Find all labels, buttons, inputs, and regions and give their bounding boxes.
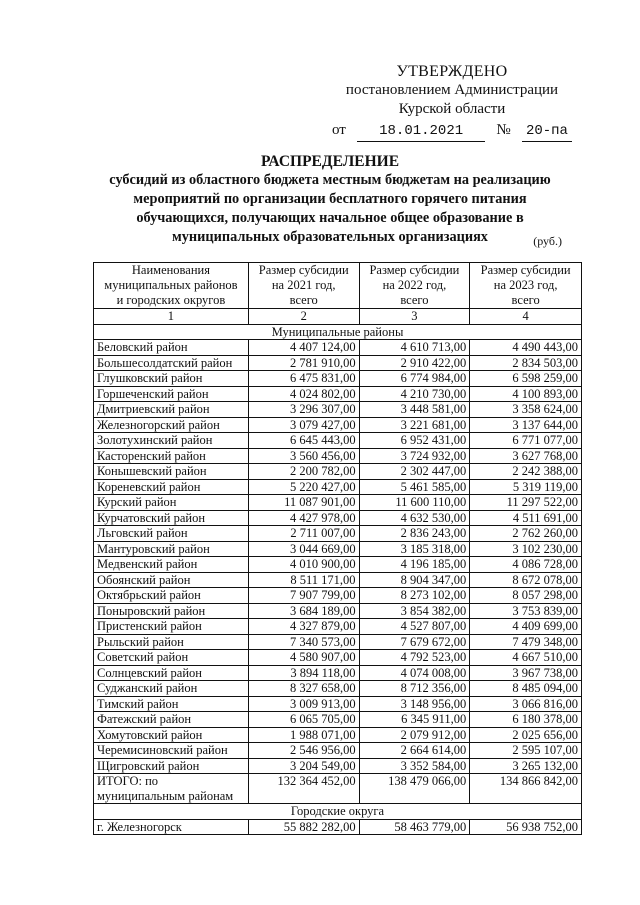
subsidy-value: 3 352 584,00 [359,758,470,774]
header-2021: Размер субсидии на 2021 год, всего [248,263,359,309]
table-row [94,464,582,480]
subsidy-value: 1 988 071,00 [248,727,359,743]
district-name: Щигровский район [94,758,249,774]
district-name: Льговский район [94,526,249,542]
subsidy-value: 4 024 802,00 [248,386,359,402]
subsidy-value: 6 345 911,00 [359,712,470,728]
title-heading: РАСПРЕДЕЛЕНИЕ [260,153,400,170]
district-name: Черемисиновский район [94,743,249,759]
subsidy-value: 4 667 510,00 [470,650,582,666]
district-name: г. Железногорск [94,819,249,835]
subsidy-value: 4 196 185,00 [359,557,470,573]
subsidy-value: 5 461 585,00 [359,479,470,495]
subsidy-value: 3 066 816,00 [470,696,582,712]
subsidy-value: 11 087 901,00 [248,495,359,511]
col-number: 3 [359,309,470,325]
subsidy-value: 4 327 879,00 [248,619,359,635]
subsidy-value: 2 025 656,00 [470,727,582,743]
subsidy-value: 3 448 581,00 [359,402,470,418]
order-number: 20-па [522,122,572,142]
total-label-line: ИТОГО: по [97,774,159,788]
subsidy-value: 3 684 189,00 [248,603,359,619]
subsidy-value: 56 938 752,00 [470,819,582,835]
subsidy-value: 3 079 427,00 [248,417,359,433]
table-row [94,681,582,697]
section-title: Муниципальные районы [94,324,582,340]
district-name: Тимский район [94,696,249,712]
table-row [94,386,582,402]
subsidy-value: 55 882 282,00 [248,819,359,835]
district-name: Обоянский район [94,572,249,588]
approval-title: УТВЕРЖДЕНО [396,63,508,80]
subsidy-value: 3 296 307,00 [248,402,359,418]
subsidy-value: 8 712 356,00 [359,681,470,697]
subsidy-value: 2 781 910,00 [248,355,359,371]
subsidy-value: 2 546 956,00 [248,743,359,759]
subsidy-value: 3 894 118,00 [248,665,359,681]
subsidy-value: 3 148 956,00 [359,696,470,712]
subsidy-value: 3 753 839,00 [470,603,582,619]
title-line-2: мероприятий по организации бесплатного горячего питания [133,191,527,207]
district-name: Поныровский район [94,603,249,619]
col-number: 4 [470,309,582,325]
subsidy-value: 4 632 530,00 [359,510,470,526]
subsidy-value: 7 679 672,00 [359,634,470,650]
district-name: Советский район [94,650,249,666]
table-row [94,619,582,635]
subsidy-value: 3 185 318,00 [359,541,470,557]
subsidy-value: 3 102 230,00 [470,541,582,557]
subsidy-value: 6 771 077,00 [470,433,582,449]
subsidy-value: 11 600 110,00 [359,495,470,511]
subsidy-value: 5 220 427,00 [248,479,359,495]
subsidy-value: 7 340 573,00 [248,634,359,650]
subsidy-value: 4 086 728,00 [470,557,582,573]
subsidy-value: 8 057 298,00 [470,588,582,604]
subsidy-value: 3 967 738,00 [470,665,582,681]
table-row [94,433,582,449]
district-name: Октябрьский район [94,588,249,604]
subsidy-value: 8 327 658,00 [248,681,359,697]
subsidy-value: 3 044 669,00 [248,541,359,557]
subsidy-table [93,262,582,835]
subsidy-value: 3 854 382,00 [359,603,470,619]
subsidy-value: 4 610 713,00 [359,340,470,356]
table-row [94,340,582,356]
subsidy-value: 3 358 624,00 [470,402,582,418]
table-row [94,819,582,835]
district-name: Солнцевский район [94,665,249,681]
subsidy-value: 6 645 443,00 [248,433,359,449]
table-row [94,712,582,728]
subsidy-value: 5 319 119,00 [470,479,582,495]
from-label: от [332,122,346,138]
subsidy-value: 4 580 907,00 [248,650,359,666]
subsidy-value: 7 907 799,00 [248,588,359,604]
table-row [94,743,582,759]
section-title: Городские округа [94,804,582,820]
col-number: 1 [94,309,249,325]
subsidy-value: 3 724 932,00 [359,448,470,464]
subsidy-value: 11 297 522,00 [470,495,582,511]
table-row [94,541,582,557]
order-date: 18.01.2021 [357,122,485,142]
district-name: Фатежский район [94,712,249,728]
subsidy-value: 2 836 243,00 [359,526,470,542]
district-name: Курчатовский район [94,510,249,526]
approval-block [332,62,572,142]
subsidy-value: 4 100 893,00 [470,386,582,402]
title-line-4: муниципальных образовательных организациях [172,229,488,245]
subsidy-value: 4 427 978,00 [248,510,359,526]
header-name: Наименования муниципальных районов и городских округов [94,263,249,309]
table-row [94,588,582,604]
total-row [94,774,582,804]
document-title [80,152,580,247]
subsidy-value: 8 672 078,00 [470,572,582,588]
subsidy-value: 2 910 422,00 [359,355,470,371]
table-row [94,758,582,774]
subsidy-value: 3 137 644,00 [470,417,582,433]
subsidy-value: 3 009 913,00 [248,696,359,712]
subsidy-value: 2 664 614,00 [359,743,470,759]
subsidy-value: 3 265 132,00 [470,758,582,774]
district-name: Суджанский район [94,681,249,697]
subsidy-value: 3 204 549,00 [248,758,359,774]
table-row [94,634,582,650]
table-row [94,448,582,464]
subsidy-value: 4 490 443,00 [470,340,582,356]
subsidy-value: 3 560 456,00 [248,448,359,464]
subsidy-value: 4 792 523,00 [359,650,470,666]
district-name: Пристенский район [94,619,249,635]
table-row [94,650,582,666]
section-row [94,324,582,340]
table-row [94,479,582,495]
subsidy-value: 8 511 171,00 [248,572,359,588]
subsidy-value: 3 627 768,00 [470,448,582,464]
subsidy-value: 2 595 107,00 [470,743,582,759]
subsidy-value: 8 904 347,00 [359,572,470,588]
subsidy-value: 2 200 782,00 [248,464,359,480]
subsidy-value: 4 074 008,00 [359,665,470,681]
total-value: 138 479 066,00 [359,774,470,804]
subsidy-value: 4 511 691,00 [470,510,582,526]
subsidy-value: 2 762 260,00 [470,526,582,542]
title-line-1: субсидий из областного бюджета местным бюджетам на реализацию [109,172,551,188]
table-row [94,510,582,526]
subsidy-value: 7 479 348,00 [470,634,582,650]
subsidy-value: 8 485 094,00 [470,681,582,697]
table-row [94,603,582,619]
district-name: Горшеченский район [94,386,249,402]
total-label-line: муниципальным районам [97,788,234,803]
subsidy-value: 2 302 447,00 [359,464,470,480]
approval-region: Курской области [398,101,506,117]
subsidy-value: 2 834 503,00 [470,355,582,371]
district-name: Касторенский район [94,448,249,464]
subsidy-value: 6 774 984,00 [359,371,470,387]
district-name: Медвенский район [94,557,249,573]
total-label [94,774,249,804]
table-header-row [94,263,582,309]
district-name: Хомутовский район [94,727,249,743]
column-number-row [94,309,582,325]
total-value: 132 364 452,00 [248,774,359,804]
table-row [94,696,582,712]
table-row [94,572,582,588]
col-number: 2 [248,309,359,325]
table-row [94,495,582,511]
unit-label: (руб.) [533,234,562,248]
table-row [94,417,582,433]
subsidy-value: 4 409 699,00 [470,619,582,635]
district-name: Кореневский район [94,479,249,495]
title-line-3: обучающихся, получающих начальное общее образование в [136,210,524,226]
subsidy-value: 4 527 807,00 [359,619,470,635]
header-2022: Размер субсидии на 2022 год, всего [359,263,470,309]
approval-order-line [332,121,572,142]
district-name: Дмитриевский район [94,402,249,418]
subsidy-value: 2 079 912,00 [359,727,470,743]
district-name: Мантуровский район [94,541,249,557]
table-row [94,526,582,542]
subsidy-value: 6 475 831,00 [248,371,359,387]
table-row [94,371,582,387]
district-name: Беловский район [94,340,249,356]
subsidy-value: 6 598 259,00 [470,371,582,387]
subsidy-value: 2 711 007,00 [248,526,359,542]
header-2023: Размер субсидии на 2023 год, всего [470,263,582,309]
subsidy-value: 6 180 378,00 [470,712,582,728]
district-name: Конышевский район [94,464,249,480]
subsidy-value: 6 065 705,00 [248,712,359,728]
table-row [94,557,582,573]
subsidy-value: 2 242 388,00 [470,464,582,480]
section-row [94,804,582,820]
subsidy-value: 58 463 779,00 [359,819,470,835]
table-row [94,665,582,681]
subsidy-value: 8 273 102,00 [359,588,470,604]
district-name: Большесолдатский район [94,355,249,371]
table-row [94,727,582,743]
subsidy-value: 6 952 431,00 [359,433,470,449]
district-name: Золотухинский район [94,433,249,449]
approval-issuer: постановлением Администрации [345,82,559,98]
district-name: Железногорский район [94,417,249,433]
subsidy-value: 4 407 124,00 [248,340,359,356]
number-label: № [496,122,511,138]
total-value: 134 866 842,00 [470,774,582,804]
subsidy-value: 3 221 681,00 [359,417,470,433]
district-name: Глушковский район [94,371,249,387]
subsidy-value: 4 210 730,00 [359,386,470,402]
district-name: Курский район [94,495,249,511]
table-row [94,355,582,371]
district-name: Рыльский район [94,634,249,650]
subsidy-value: 4 010 900,00 [248,557,359,573]
table-row [94,402,582,418]
